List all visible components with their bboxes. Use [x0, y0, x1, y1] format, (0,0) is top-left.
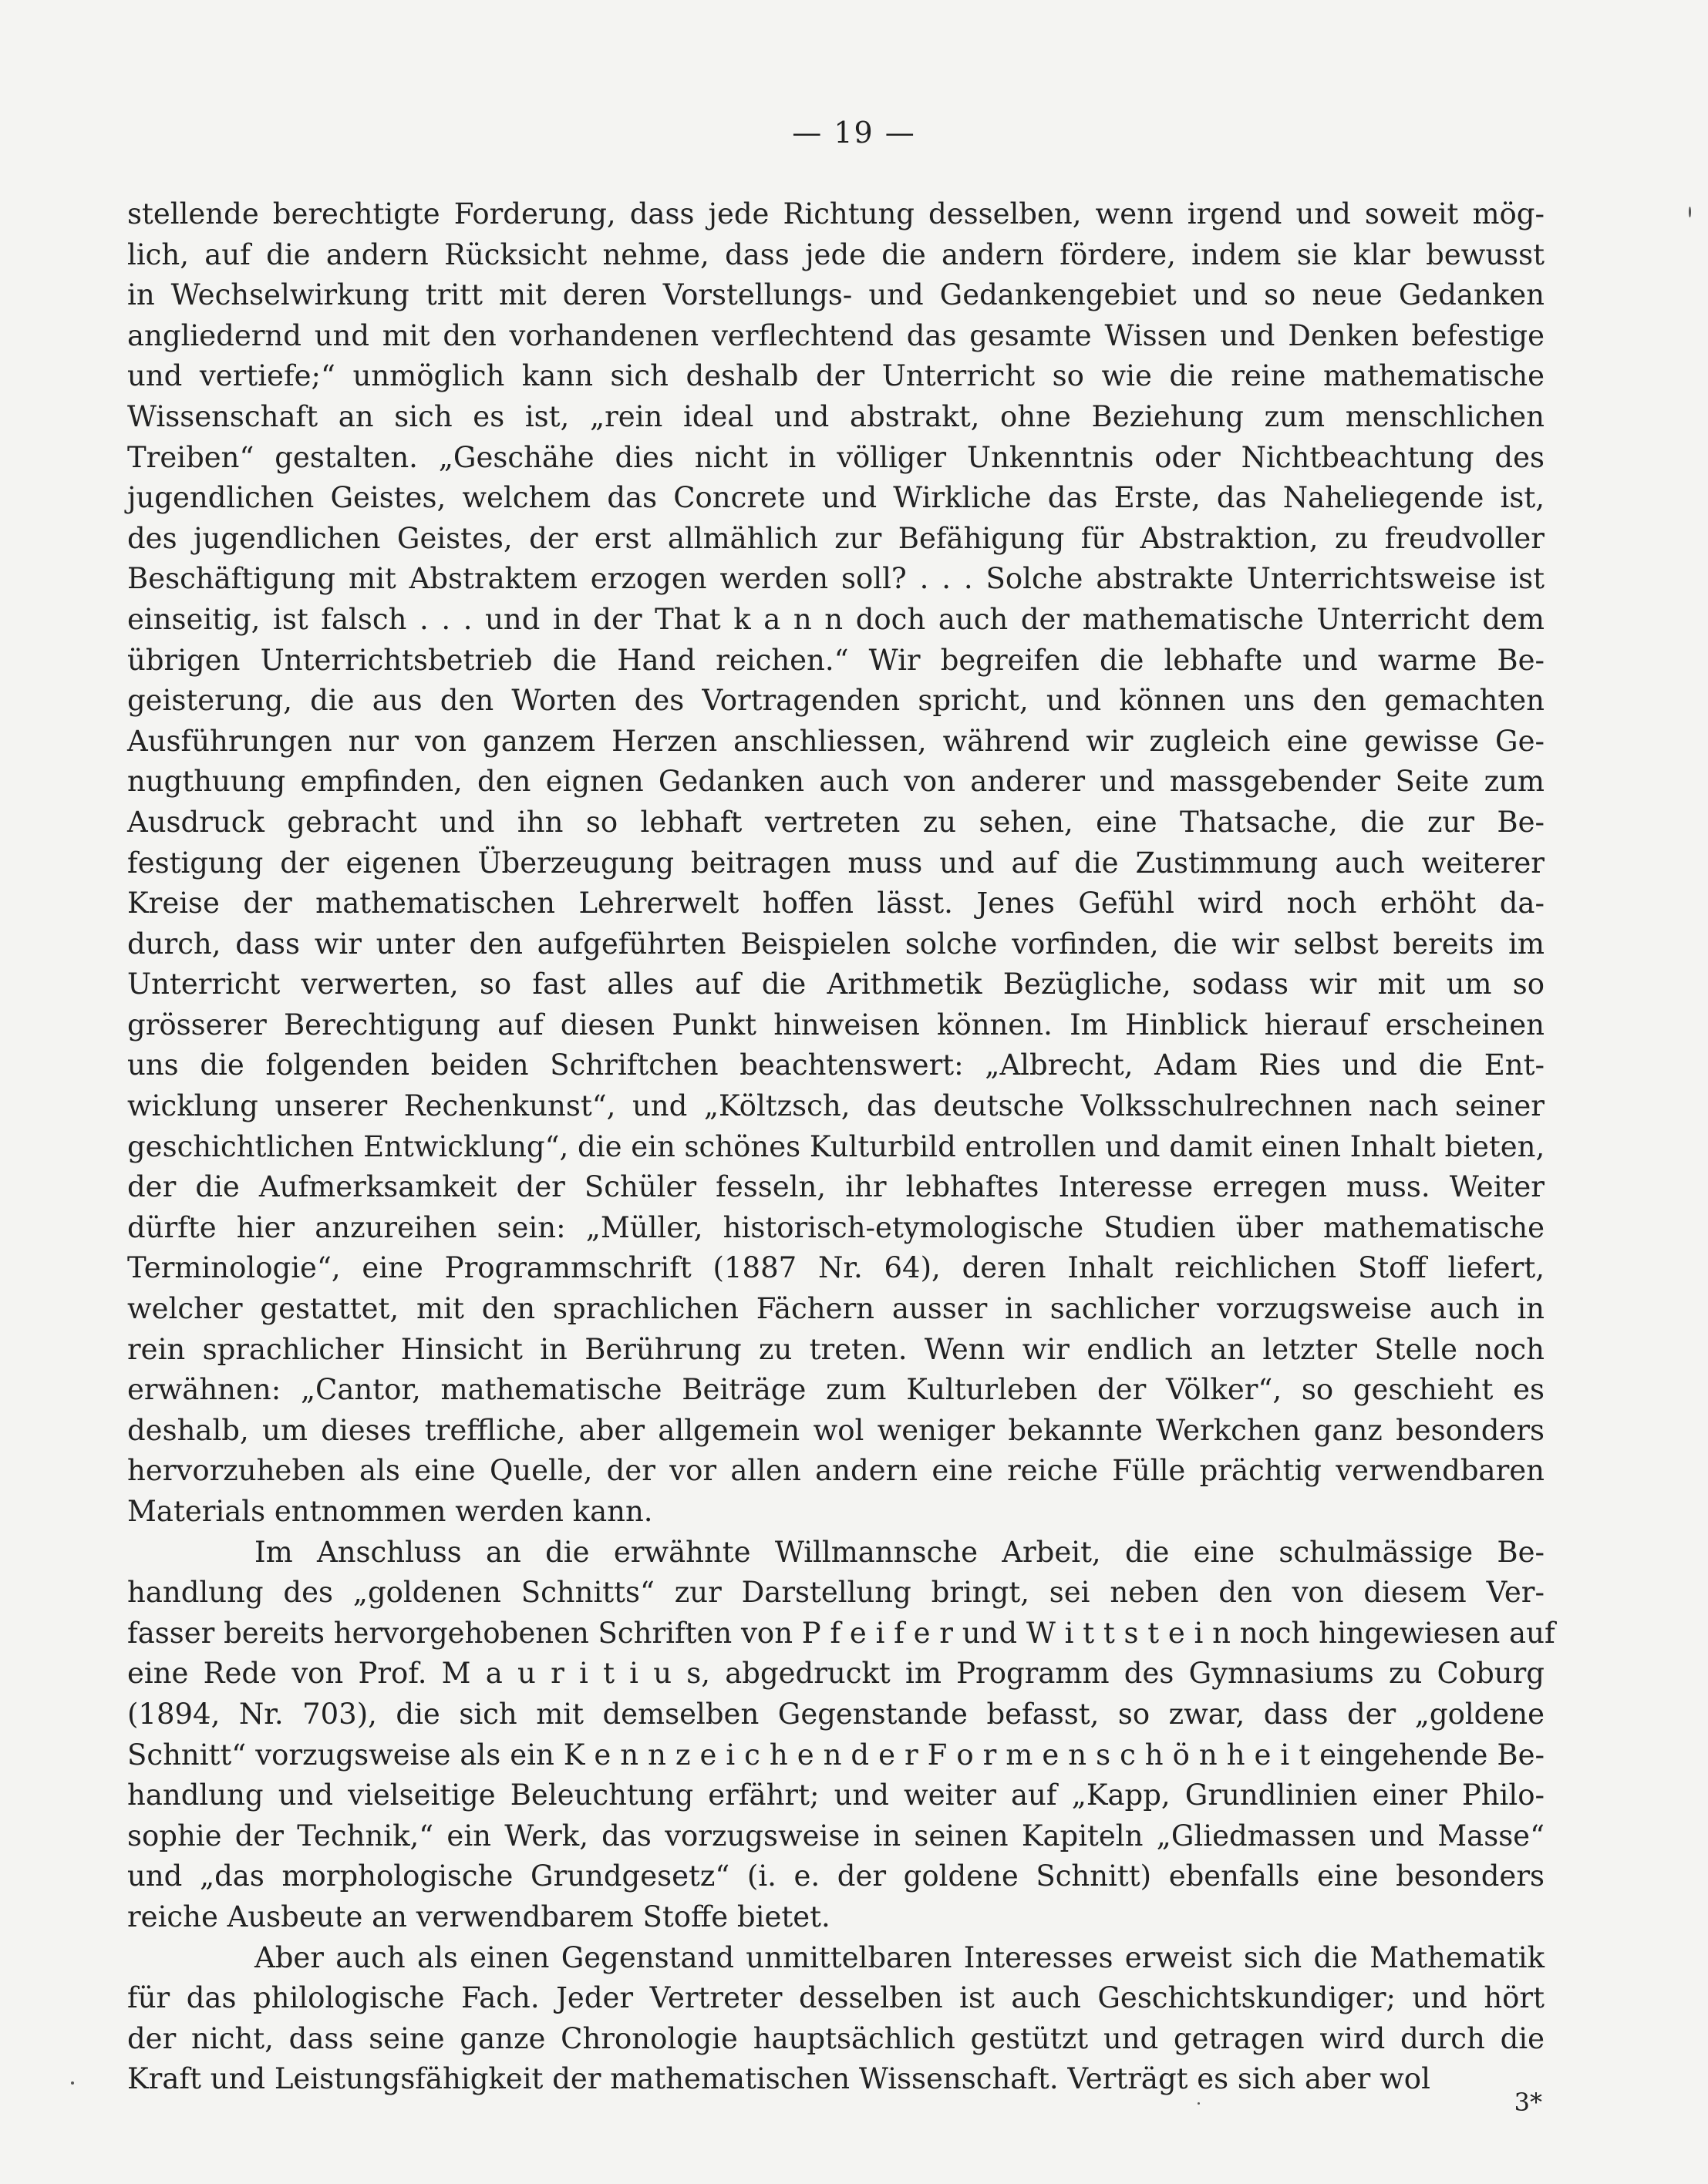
text-line: eine Rede von Prof. M a u r i t i u s, abgedruckt im Programm des Gymnasiums zu Coburg: [127, 1657, 1545, 1691]
text-line: uns die folgenden beiden Schriftchen beachtenswert: „Albrecht, Adam Ries und die Ent-: [127, 1048, 1545, 1082]
text-line: Im Anschluss an die erwähnte Willmannsche Arbeit, die eine schulmässige Be-: [254, 1535, 1545, 1569]
text-line: wicklung unserer Rechenkunst“, und „Költzsch, das deutsche Volksschulrechnen nach seiner: [127, 1089, 1545, 1123]
text-line: handlung des „goldenen Schnitts“ zur Darstellung bringt, sei neben den von diesem Ver-: [127, 1576, 1545, 1610]
text-line: sophie der Technik,“ ein Werk, das vorzugsweise in seinen Kapiteln „Gliedmassen und Masse“: [127, 1819, 1545, 1853]
text-line: hervorzuheben als eine Quelle, der vor allen andern eine reiche Fülle prächtig verwendbaren: [127, 1454, 1545, 1488]
text-line: Kraft und Leistungsfähigkeit der mathematischen Wissenschaft. Verträgt es sich aber wol: [127, 2062, 1430, 2096]
text-line: rein sprachlicher Hinsicht in Berührung zu treten. Wenn wir endlich an letzter Stelle noch: [127, 1332, 1545, 1366]
text-line: für das philologische Fach. Jeder Vertreter desselben ist auch Geschichtskundiger; und hört: [127, 1981, 1545, 2015]
text-line: angliedernd und mit den vorhandenen verflechtend das gesamte Wissen und Denken befestige: [127, 318, 1545, 352]
text-line: grösserer Berechtigung auf diesen Punkt hinweisen können. Im Hinblick hierauf erscheinen: [127, 1008, 1545, 1042]
text-line: und „das morphologische Grundgesetz“ (i. e. der goldene Schnitt) ebenfalls eine besonders: [127, 1859, 1545, 1893]
text-line: handlung und vielseitige Beleuchtung erfährt; und weiter auf „Kapp, Grundlinien einer Philo-: [127, 1778, 1545, 1812]
paragraph: [127, 1533, 1555, 1938]
text-line: geschichtlichen Entwicklung“, die ein schönes Kulturbild entrollen und damit einen Inhalt bieten,: [127, 1129, 1545, 1163]
text-line: der die Aufmerksamkeit der Schüler fesseln, ihr lebhaftes Interesse erregen muss. Weiter: [127, 1170, 1545, 1204]
paragraph: [127, 194, 1545, 1533]
text-line: Ausdruck gebracht und ihn so lebhaft vertreten zu sehen, eine Thatsache, die zur Be-: [127, 805, 1545, 839]
text-line: Ausführungen nur von ganzem Herzen anschliessen, während wir zugleich eine gewisse Ge-: [127, 724, 1545, 758]
text-line: Wissenschaft an sich es ist, „rein ideal und abstrakt, ohne Beziehung zum menschlichen: [127, 399, 1545, 433]
page-number: — 19 —: [792, 116, 916, 150]
text-line: jugendlichen Geistes, welchem das Concrete und Wirkliche das Erste, das Naheliegende ist,: [127, 481, 1545, 515]
text-line: welcher gestattet, mit den sprachlichen Fächern ausser in sachlicher vorzugsweise auch in: [127, 1292, 1545, 1326]
text-line: und vertiefe;“ unmöglich kann sich deshalb der Unterricht so wie die reine mathematische: [127, 359, 1545, 393]
text-line: stellende berechtigte Forderung, dass jede Richtung desselben, wenn irgend und soweit mög-: [127, 197, 1545, 231]
text-line: fasser bereits hervorgehobenen Schriften von P f e i f e r und W i t t s t e i n noch hingewiesen auf: [127, 1616, 1555, 1650]
paper-speck: [1689, 207, 1691, 217]
signature-mark: 3*: [1514, 2088, 1542, 2117]
paragraph: [127, 1938, 1545, 2100]
text-line: dürfte hier anzureihen sein: „Müller, historisch-etymologische Studien über mathematische: [127, 1210, 1545, 1244]
text-line: in Wechselwirkung tritt mit deren Vorstellungs- und Gedankengebiet und so neue Gedanken: [127, 278, 1545, 312]
text-line: (1894, Nr. 703), die sich mit demselben Gegenstande befasst, so zwar, dass der „goldene: [127, 1697, 1545, 1731]
text-line: Materials entnommen werden kann.: [127, 1495, 653, 1528]
paper-speck: [71, 2081, 74, 2085]
text-line: des jugendlichen Geistes, der erst allmählich zur Befähigung für Abstraktion, zu freudvoller: [127, 521, 1545, 555]
body-text: [127, 194, 1555, 2100]
text-line: einseitig, ist falsch . . . und in der That k a n n doch auch der mathematische Unterricht dem: [127, 602, 1545, 636]
text-line: Schnitt“ vorzugsweise als ein K e n n z e i c h e n d e r F o r m e n s c h ö n h e i t eingehende Be-: [127, 1738, 1545, 1772]
text-line: Terminologie“, eine Programmschrift (1887 Nr. 64), deren Inhalt reichlichen Stoff liefert,: [127, 1251, 1545, 1285]
paper-speck: [1198, 2102, 1200, 2105]
text-line: nugthuung empfinden, den eignen Gedanken auch von anderer und massgebender Seite zum: [127, 765, 1545, 799]
text-line: übrigen Unterrichtsbetrieb die Hand reichen.“ Wir begreifen die lebhafte und warme Be-: [127, 643, 1545, 677]
text-line: reiche Ausbeute an verwendbarem Stoffe bietet.: [127, 1900, 830, 1933]
text-line: Aber auch als einen Gegenstand unmittelbaren Interesses erweist sich die Mathematik: [254, 1940, 1545, 1974]
text-line: deshalb, um dieses treffliche, aber allgemein wol weniger bekannte Werkchen ganz besonders: [127, 1413, 1545, 1447]
text-line: festigung der eigenen Überzeugung beitragen muss und auf die Zustimmung auch weiterer: [127, 846, 1545, 880]
text-line: der nicht, dass seine ganze Chronologie hauptsächlich gestützt und getragen wird durch die: [127, 2021, 1545, 2055]
text-line: lich, auf die andern Rücksicht nehme, dass jede die andern fördere, indem sie klar bewusst: [127, 237, 1545, 271]
text-line: Unterricht verwerten, so fast alles auf die Arithmetik Bezügliche, sodass wir mit um so: [127, 967, 1545, 1001]
text-line: erwähnen: „Cantor, mathematische Beiträge zum Kulturleben der Völker“, so geschieht es: [127, 1373, 1545, 1407]
text-line: Treiben“ gestalten. „Geschähe dies nicht in völliger Unkenntnis oder Nichtbeachtung des: [127, 440, 1545, 474]
text-line: geisterung, die aus den Worten des Vortragenden spricht, und können uns den gemachten: [127, 684, 1545, 718]
text-line: Beschäftigung mit Abstraktem erzogen werden soll? . . . Solche abstrakte Unterrichtsweise ist: [127, 562, 1545, 596]
text-line: durch, dass wir unter den aufgeführten Beispielen solche vorfinden, die wir selbst bereits im: [127, 927, 1545, 961]
text-line: Kreise der mathematischen Lehrerwelt hoffen lässt. Jenes Gefühl wird noch erhöht da-: [127, 887, 1545, 920]
